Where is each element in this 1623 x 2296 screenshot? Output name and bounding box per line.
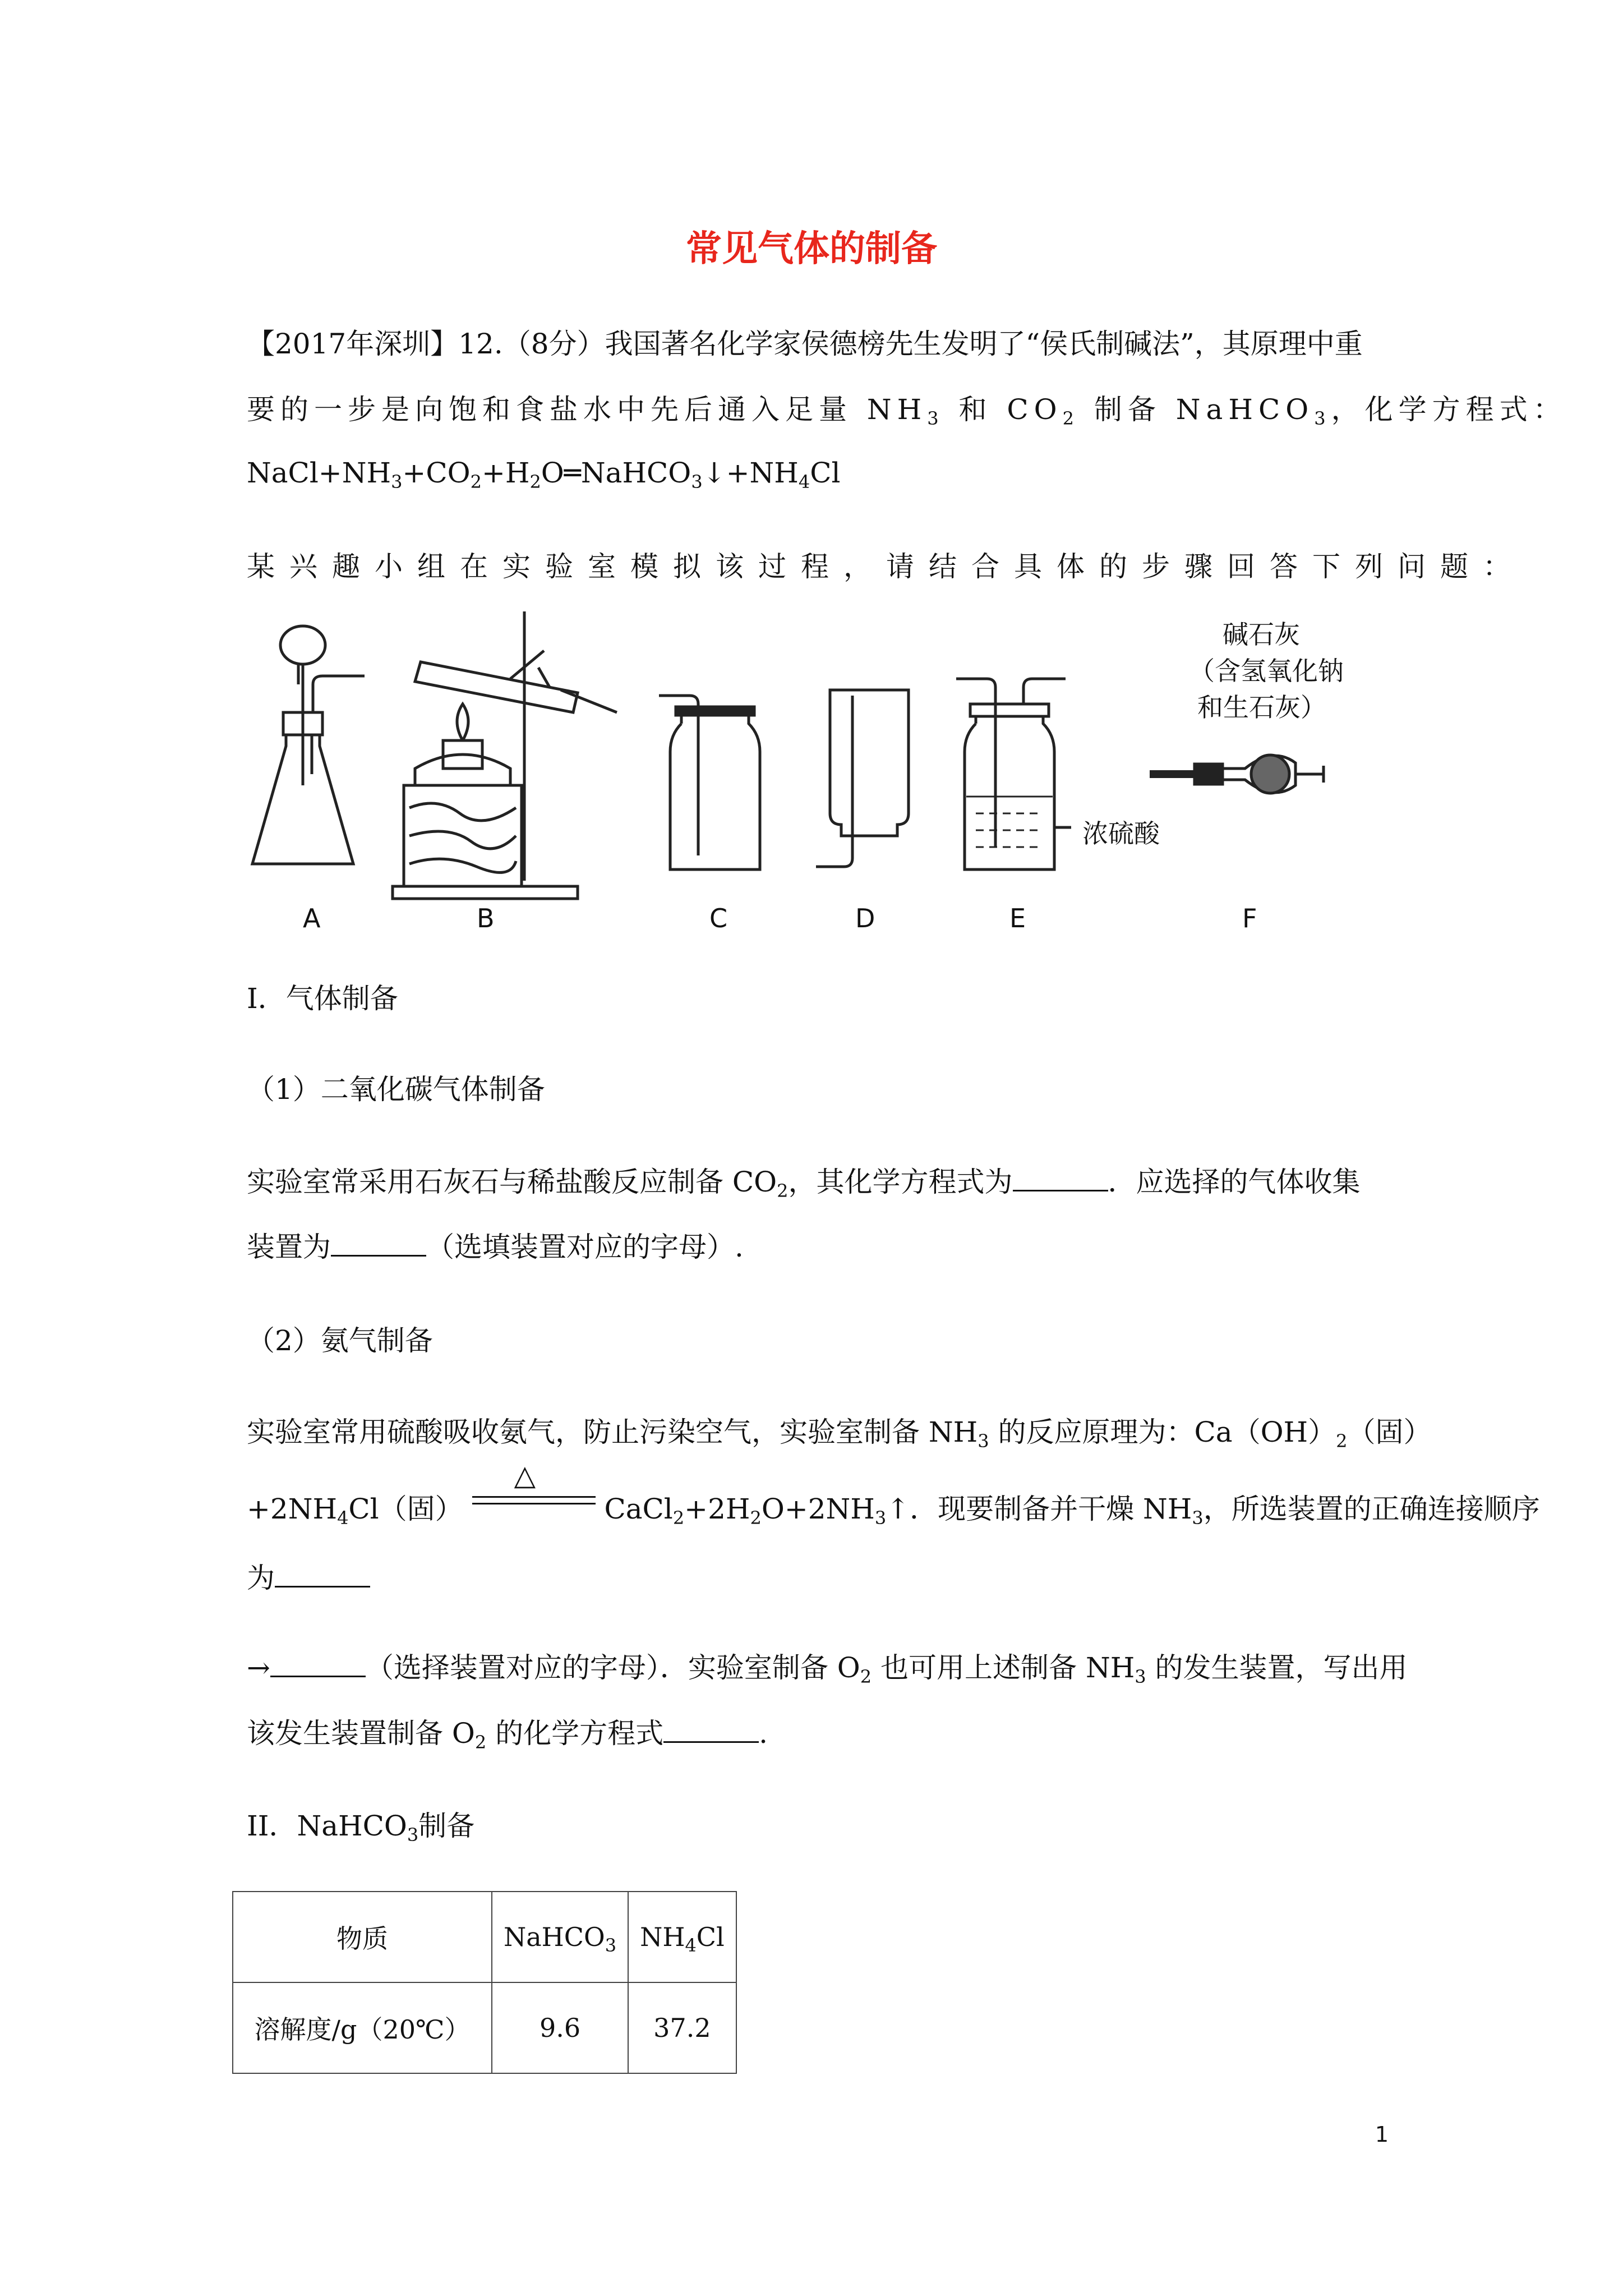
- delta-symbol: △: [514, 1459, 536, 1492]
- table-cell-nahco3-value: 9.6: [492, 1982, 628, 2073]
- label-d: D: [855, 903, 875, 933]
- table-header-substance: 物质: [233, 1892, 492, 1982]
- label-soda-lime-2: （含氢氧化钠: [1189, 656, 1344, 686]
- label-a: A: [303, 903, 321, 933]
- answer-blank-o2-equation[interactable]: [663, 1715, 759, 1743]
- intro-line-2: 要的一步是向饱和食盐水中先后通入足量 $NH_3$ 和 $CO_2$ 制备 NaHCO$_3$，化学方程式：: [247, 393, 1567, 429]
- page-title: 常见气体的制备: [686, 228, 937, 270]
- label-soda-lime-3: 和生石灰）: [1197, 692, 1326, 723]
- table-row: [233, 1982, 736, 2073]
- apparatus-c-bottle: [659, 696, 760, 869]
- answer-blank-co2-equation[interactable]: [1013, 1164, 1108, 1191]
- label-b: B: [477, 903, 495, 933]
- nh3-line-4: → （选择装置对应的字母）．实验室制备 $O_2$ 也可用上述制备 $NH_3$ 的发生装置，写出用: [247, 1648, 1408, 1687]
- label-c: C: [709, 903, 728, 933]
- label-conc-sulfuric-acid: 浓硫酸: [1082, 818, 1160, 849]
- intro-line-4: 某兴趣小组在实验室模拟该过程，请结合具体的步骤回答下列问题：: [247, 550, 1525, 583]
- intro-line-1: 【2017年深圳】12.（8分）我国著名化学家侯德榜先生发明了“侯氏制碱法”，其原理中重: [247, 328, 1363, 360]
- label-soda-lime-1: 碱石灰: [1223, 619, 1300, 650]
- co2-line-2: 装置为 （选填装置对应的字母）.: [247, 1227, 744, 1267]
- nh3-line-1: 实验室常用硫酸吸收氨气，防止污染空气，实验室制备 $NH_3$ 的反应原理为：$Ca(OH)_2$（固）: [247, 1416, 1432, 1452]
- section-1-sub-1: （1）二氧化碳气体制备: [247, 1073, 545, 1106]
- label-f: F: [1242, 903, 1257, 933]
- apparatus-d-container: [816, 690, 909, 867]
- apparatus-e-wash-bottle: [956, 679, 1071, 869]
- nh3-line-3: 为: [247, 1558, 370, 1598]
- table-cell-nh4cl-value: 37.2: [628, 1982, 736, 2073]
- table-header-nh4cl: $NH_4Cl$: [628, 1892, 736, 1982]
- nh3-line-5: 该发生装置制备 $O_2$ 的化学方程式 .: [247, 1714, 768, 1753]
- section-1-heading: I．气体制备: [247, 982, 398, 1015]
- table-row: [233, 1892, 736, 1982]
- table-header-nahco3: NaHCO$_3$: [492, 1892, 628, 1982]
- section-2-heading: II．NaHCO$_3$制备: [247, 1810, 475, 1846]
- heating-condition-sign: [472, 1459, 596, 1519]
- apparatus-b-heating: [393, 611, 617, 899]
- label-e: E: [1009, 903, 1026, 933]
- apparatus-f-drying-tube: [1150, 755, 1324, 793]
- answer-blank-co2-collection[interactable]: [331, 1229, 426, 1257]
- page-number: 1: [1375, 2122, 1389, 2147]
- co2-line-1: 实验室常采用石灰石与稀盐酸反应制备 $CO_2$，其化学方程式为 ．应选择的气体收集: [247, 1162, 1361, 1202]
- answer-blank-order-1[interactable]: [275, 1560, 370, 1588]
- apparatus-a-flask: [252, 626, 365, 864]
- solubility-table: [232, 1891, 737, 2074]
- answer-blank-order-2[interactable]: [270, 1650, 366, 1677]
- nh3-line-2: $+2NH_4Cl$（固） △ $CaCl_2+2H_2O+2NH_3↑$．现要制备并干燥 $NH_3$，所选装置的正确连接顺序: [247, 1489, 1540, 1529]
- section-1-sub-2: （2）氨气制备: [247, 1324, 433, 1357]
- chemical-equation: $NaCl+NH_3+CO_2+H_2O═NaHCO_3↓+NH_4Cl$: [247, 457, 841, 493]
- table-cell-solubility-label: 溶解度/g（20℃）: [233, 1982, 492, 2073]
